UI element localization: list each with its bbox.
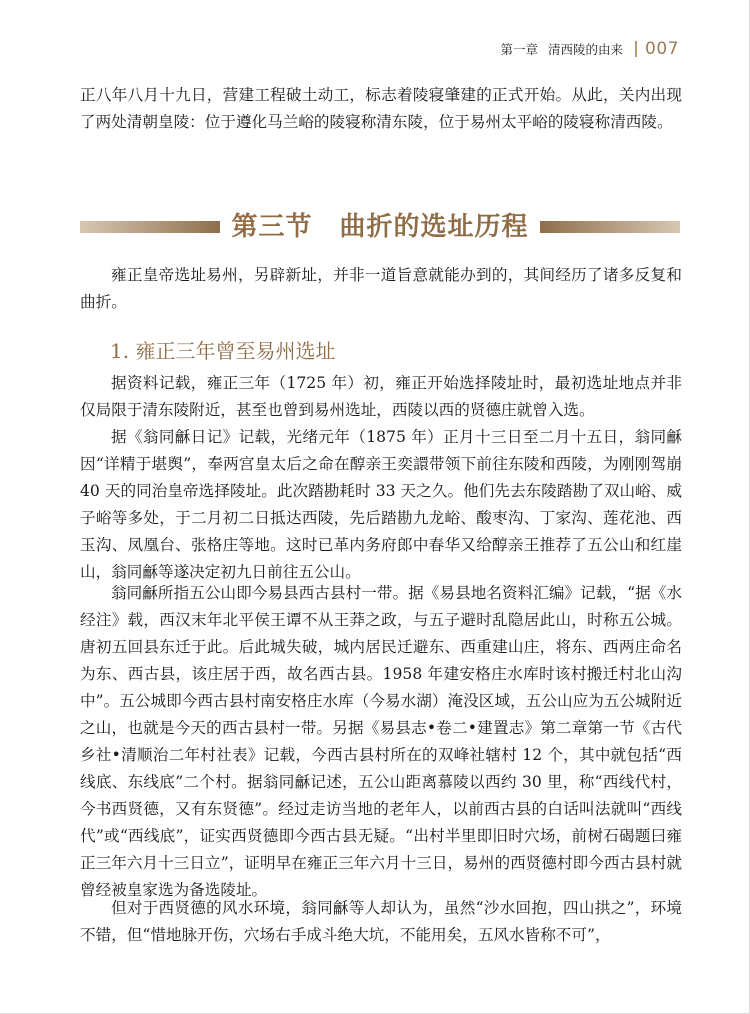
section-title: 第三节 曲折的选址历程	[231, 212, 529, 242]
running-head-divider	[635, 41, 637, 57]
paragraph-intro: 正八年八月十九日，营建工程破土动工，标志着陵寝肇建的正式开始。从此，关内出现了两处清朝皇陵：位于遵化马兰峪的陵寝称清东陵，位于易州太平峪的陵寝称清西陵。	[80, 86, 682, 131]
chapter-title: 清西陵的由来	[548, 42, 624, 57]
subsection-title: 1. 雍正三年曾至易州选址	[110, 339, 336, 363]
section-heading	[80, 206, 680, 248]
paragraph-records: 据资料记载，雍正三年（1725 年）初，雍正开始选择陵址时，最初选址地点并非仅局限于清东陵附近，甚至也曾到易州选址，西陵以西的贤德庄就曾入选。	[80, 374, 682, 419]
paragraph-diary: 据《翁同龢日记》记载，光绪元年（1875 年）正月十三日至二月十五日，翁同龢因“详精于堪舆”，奉两宫皇太后之命在醇亲王奕譞带领下前往东陵和西陵，为刚刚驾崩 40 天的同治皇帝选择陵址。此次踏勘耗时 33 天之久。他们先去东陵踏勘了双山峪、威子峪等多处，于二月初二日抵达西陵，先后踏勘九龙峪、酸枣沟、丁家沟、莲花池、西玉沟、凤凰台、张格庄等地。这时已革内务府郎中春华又给醇亲王推荐了五公山和红崖山，翁同龢等遂决定初九日前往五公山。	[80, 428, 682, 581]
paragraph-fengshui: 但对于西贤德的风水环境，翁同龢等人却认为，虽然“沙水回抱，四山拱之”，环境不错，但“惜地脉开伤，穴场右手成斗绝大坑，不能用矣，五风水皆称不可”，	[80, 899, 682, 944]
running-head	[501, 38, 679, 60]
page-number: 007	[645, 39, 679, 59]
paragraph-wugong: 翁同龢所指五公山即今易县西古县村一带。据《易县地名资料汇编》记载，“据《水经注》载，西汉末年北平侯王谭不从王莽之政，与五子避时乱隐居此山，时称五公城。唐初五回县东迁于此。后此城失破，城内居民迁避东、西重建山庄，将东、西两庄命名为东、西古县，该庄居于西，故名西古县。1958 年建安格庄水库时该村搬迁村北山沟中”。五公城即今西古县村南安格庄水库（今易水湖）淹没区域，五公山应为五公城附近之山，也就是今天的西古县村一带。另据《易县志•卷二•建置志》第二章第一节《古代乡社•清顺治二年村社表》记载，今西古县村所在的双峰社辖村 12 个，其中就包括“西线底、东线底”二个村。据翁同龢记述，五公山距离慕陵以西约 30 里，称“西线代村，今书西贤德，又有东贤德”。经过走访当地的老年人，以前西古县的白话叫法就叫“西线代”或“西线底”，证实西贤德即今西古县无疑。“出村半里即旧时穴场，前树石碣题曰雍正三年六月十三日立”，证明早在雍正三年六月十三日，易州的西贤德村即今西古县村就曾经被皇家选为备选陵址。	[80, 584, 682, 899]
heading-ornament-left	[80, 221, 220, 233]
heading-ornament-right	[540, 221, 680, 233]
chapter-label: 第一章	[500, 42, 539, 57]
paragraph-section-intro: 雍正皇帝选址易州，另辟新址，并非一道旨意就能办到的，其间经历了诸多反复和曲折。	[80, 266, 682, 311]
